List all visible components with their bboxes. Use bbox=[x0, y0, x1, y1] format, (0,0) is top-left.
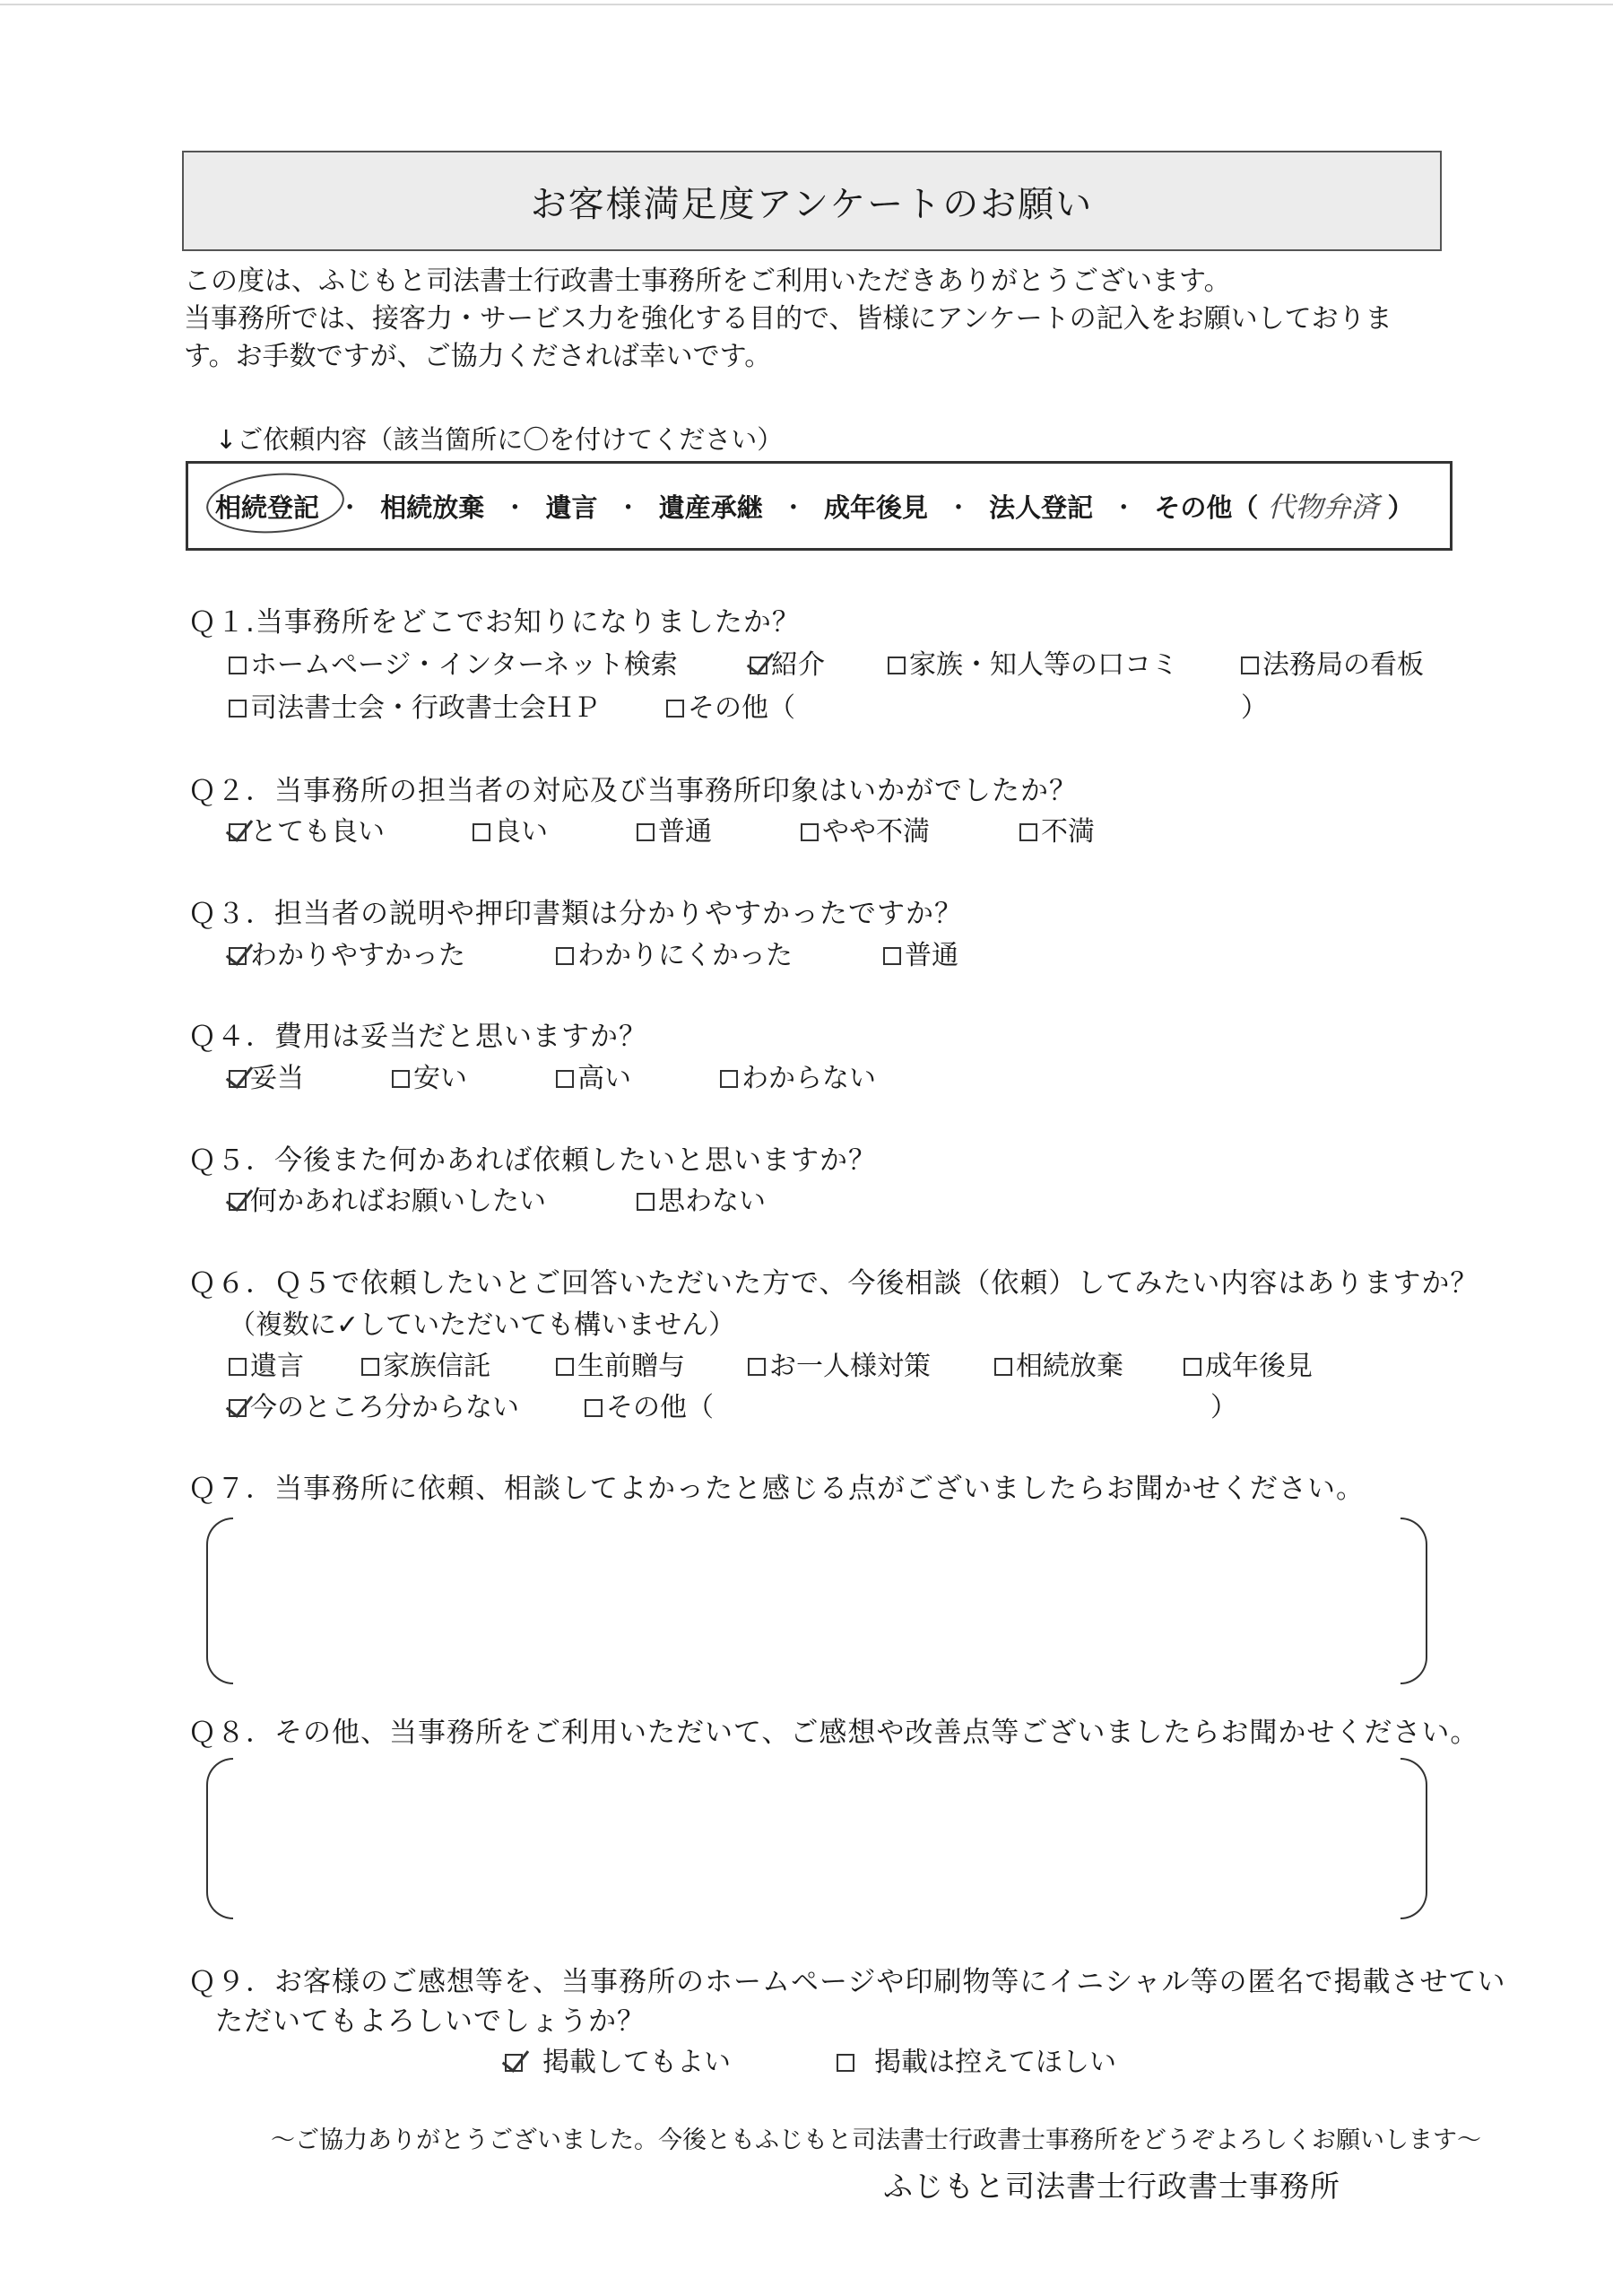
checkbox-checked[interactable] bbox=[750, 657, 767, 674]
option-label: 司法書士会・行政書士会ＨＰ bbox=[250, 692, 600, 724]
checkbox[interactable] bbox=[1184, 1358, 1201, 1376]
option-label: 良い bbox=[494, 816, 548, 848]
checkbox[interactable] bbox=[556, 947, 574, 965]
checkbox[interactable] bbox=[229, 1358, 247, 1376]
q3-option-clear[interactable] bbox=[229, 933, 465, 972]
q5-option-yes[interactable] bbox=[229, 1178, 546, 1218]
checkbox[interactable] bbox=[720, 1070, 738, 1088]
q1-question: Ｑ１.当事務所をどこでお知りになりましたか？ bbox=[188, 606, 801, 639]
checkbox[interactable] bbox=[748, 1358, 766, 1376]
intro-line-3: す。お手数ですが、ご協力くだされば幸いです。 bbox=[184, 341, 772, 372]
q2-option-dissatisfied[interactable] bbox=[1019, 809, 1095, 848]
separator: ・ bbox=[780, 492, 807, 523]
option-label: 掲載してもよい bbox=[542, 2047, 731, 2078]
option-label: 成年後見 bbox=[1205, 1351, 1313, 1382]
q8-answer-area[interactable] bbox=[235, 1758, 1399, 1919]
request-item-other[interactable]: その他（ bbox=[1154, 492, 1259, 523]
request-item-inheritance-registration[interactable]: 相続登記 bbox=[215, 492, 320, 523]
checkbox[interactable] bbox=[888, 657, 906, 674]
option-label: 相続放棄 bbox=[1016, 1351, 1123, 1382]
q7-question: Ｑ７．当事務所に依頼、相談してよかったと感じる点がございましたらお聞かせください。 bbox=[188, 1473, 1365, 1505]
request-item-estate-succession[interactable]: 遺産承継 bbox=[658, 492, 763, 523]
q7-answer-bracket-left bbox=[206, 1518, 233, 1684]
q1-option-web[interactable] bbox=[229, 642, 678, 682]
q2-option-somewhat-dissatisfied[interactable] bbox=[801, 809, 930, 848]
checkbox-checked[interactable] bbox=[229, 1070, 247, 1088]
q6-option-will[interactable] bbox=[229, 1344, 304, 1383]
q7-answer-area[interactable] bbox=[235, 1518, 1399, 1684]
checkbox[interactable] bbox=[1019, 823, 1037, 841]
checkbox[interactable] bbox=[392, 1070, 410, 1088]
q4-option-unknown[interactable] bbox=[720, 1056, 876, 1095]
q2-option-very-good[interactable] bbox=[229, 809, 385, 848]
q9-option-decline[interactable] bbox=[837, 2039, 1116, 2079]
request-item-will[interactable]: 遺言 bbox=[545, 492, 598, 523]
option-label: 家族・知人等の口コミ bbox=[909, 649, 1178, 681]
checkbox[interactable] bbox=[473, 823, 490, 841]
checkbox[interactable] bbox=[229, 657, 247, 674]
q6-option-family-trust[interactable] bbox=[361, 1344, 490, 1383]
survey-title-box bbox=[182, 151, 1442, 251]
q8-answer-bracket-left bbox=[206, 1758, 233, 1919]
checkbox[interactable] bbox=[585, 1399, 603, 1417]
q5-option-no[interactable] bbox=[637, 1178, 766, 1218]
q6-option-guardianship[interactable] bbox=[1184, 1344, 1313, 1383]
separator: ・ bbox=[945, 492, 972, 523]
request-item-corporate-registration[interactable]: 法人登記 bbox=[989, 492, 1094, 523]
q1-option-signboard[interactable] bbox=[1241, 642, 1424, 682]
option-label: 普通 bbox=[658, 816, 712, 848]
checkbox[interactable] bbox=[637, 1193, 655, 1211]
checkbox[interactable] bbox=[361, 1358, 379, 1376]
q4-option-cheap[interactable] bbox=[392, 1056, 467, 1095]
option-label: 生前贈与 bbox=[577, 1351, 685, 1382]
q4-option-expensive[interactable] bbox=[556, 1056, 631, 1095]
q3-question: Ｑ３．担当者の説明や押印書類は分かりやすかったですか？ bbox=[188, 898, 963, 930]
option-label: とても良い bbox=[250, 816, 385, 848]
checkbox[interactable] bbox=[801, 823, 819, 841]
checkbox[interactable] bbox=[837, 2054, 854, 2072]
q9-question-line-1: Ｑ９．お客様のご感想等を、当事務所のホームページや印刷物等にイニシャル等の匿名で掲載させてい bbox=[188, 1966, 1506, 1998]
checkbox-checked[interactable] bbox=[505, 2054, 523, 2072]
footer-thanks: ～ご協力ありがとうございました。今後ともふじもと司法書士行政書士事務所をどうぞよろしくお願いします～ bbox=[271, 2126, 1481, 2154]
q4-option-reasonable[interactable] bbox=[229, 1056, 304, 1095]
option-label: わからない bbox=[741, 1063, 876, 1094]
option-label: 法務局の看板 bbox=[1262, 649, 1424, 681]
intro-line-2: 当事務所では、接客力・サービス力を強化する目的で、皆様にアンケートの記入をお願いしておりま bbox=[184, 303, 1392, 335]
q2-option-good[interactable] bbox=[473, 809, 548, 848]
checkbox-checked[interactable] bbox=[229, 1399, 247, 1417]
checkbox-checked[interactable] bbox=[229, 823, 247, 841]
checkbox-checked[interactable] bbox=[229, 947, 247, 965]
request-other-close: ） bbox=[1387, 492, 1414, 523]
option-label: わかりやすかった bbox=[250, 940, 465, 971]
request-other-handwritten[interactable]: 代物弁済 bbox=[1267, 491, 1379, 524]
request-items bbox=[215, 484, 1414, 525]
option-label: 普通 bbox=[905, 940, 958, 971]
q3-option-unclear[interactable] bbox=[556, 933, 793, 972]
option-label: お一人様対策 bbox=[769, 1351, 931, 1382]
q6-option-renunciation[interactable] bbox=[994, 1344, 1123, 1383]
q1-option-association-hp[interactable] bbox=[229, 685, 600, 725]
q5-question: Ｑ５．今後また何かあれば依頼したいと思いますか？ bbox=[188, 1144, 877, 1177]
scan-edge-line bbox=[0, 4, 1613, 5]
checkbox[interactable] bbox=[1241, 657, 1259, 674]
option-label: その他（ bbox=[606, 1392, 714, 1423]
q6-other-close: ） bbox=[1210, 1392, 1237, 1423]
q6-option-gift[interactable] bbox=[556, 1344, 685, 1383]
q8-question: Ｑ８．その他、当事務所をご利用いただいて、ご感想や改善点等ございましたらお聞かせください。 bbox=[188, 1717, 1479, 1749]
q8-answer-bracket-right bbox=[1401, 1758, 1427, 1919]
q1-other-close: ） bbox=[1241, 692, 1268, 724]
option-label: 家族信託 bbox=[383, 1351, 490, 1382]
checkbox[interactable] bbox=[556, 1070, 574, 1088]
checkbox[interactable] bbox=[883, 947, 901, 965]
q6-option-unknown[interactable] bbox=[229, 1385, 519, 1424]
q2-option-normal[interactable] bbox=[637, 809, 712, 848]
checkbox[interactable] bbox=[637, 823, 655, 841]
option-label: わかりにくかった bbox=[577, 940, 793, 971]
separator: ・ bbox=[336, 492, 363, 523]
survey-title: お客様満足度アンケートのお願い bbox=[530, 183, 1094, 225]
option-label: 不満 bbox=[1041, 816, 1095, 848]
separator: ・ bbox=[1110, 492, 1137, 523]
q7-answer-bracket-right bbox=[1401, 1518, 1427, 1684]
q9-question-line-2: ただいてもよろしいでしょうか？ bbox=[215, 2005, 646, 2038]
separator: ・ bbox=[501, 492, 528, 523]
q6-note: （複数に✓していただいても構いません） bbox=[229, 1309, 736, 1341]
checkbox[interactable] bbox=[229, 700, 247, 718]
option-label: 紹介 bbox=[771, 649, 825, 681]
option-label: 妥当 bbox=[250, 1063, 304, 1094]
q3-option-normal[interactable] bbox=[883, 933, 958, 972]
option-label: 遺言 bbox=[250, 1351, 304, 1382]
q1-option-other[interactable] bbox=[666, 685, 795, 725]
option-label: 掲載は控えてほしい bbox=[874, 2047, 1116, 2078]
option-label: 思わない bbox=[658, 1186, 766, 1217]
q1-option-word-of-mouth[interactable] bbox=[888, 642, 1178, 682]
q9-option-allow[interactable] bbox=[505, 2039, 731, 2079]
checkbox-checked[interactable] bbox=[229, 1193, 247, 1211]
q6-option-single-person[interactable] bbox=[748, 1344, 931, 1383]
intro-line-1: この度は、ふじもと司法書士行政書士事務所をご利用いただきありがとうございます。 bbox=[184, 265, 1231, 297]
request-label: ↓ご依頼内容（該当箇所に〇を付けてください） bbox=[215, 424, 784, 455]
option-label: 高い bbox=[577, 1063, 631, 1094]
option-label: 何かあればお願いしたい bbox=[250, 1186, 546, 1217]
option-label: ホームページ・インターネット検索 bbox=[250, 649, 678, 681]
q6-option-other[interactable] bbox=[585, 1385, 714, 1424]
q4-question: Ｑ４．費用は妥当だと思いますか？ bbox=[188, 1021, 647, 1053]
q2-question: Ｑ２．当事務所の担当者の対応及び当事務所印象はいかがでしたか？ bbox=[188, 775, 1078, 807]
office-name: ふじもと司法書士行政書士事務所 bbox=[883, 2169, 1340, 2204]
q6-question: Ｑ６．Ｑ５で依頼したいとご回答いただいた方で、今後相談（依頼）してみたい内容はありますか？ bbox=[188, 1267, 1479, 1300]
option-label: 今のところ分からない bbox=[250, 1392, 519, 1423]
checkbox[interactable] bbox=[994, 1358, 1012, 1376]
option-label: やや不満 bbox=[822, 816, 930, 848]
q1-option-referral[interactable] bbox=[750, 642, 825, 682]
option-label: 安い bbox=[413, 1063, 467, 1094]
request-item-guardianship[interactable]: 成年後見 bbox=[823, 492, 928, 523]
checkbox[interactable] bbox=[666, 700, 684, 718]
separator: ・ bbox=[615, 492, 642, 523]
request-item-renunciation[interactable]: 相続放棄 bbox=[380, 492, 485, 523]
option-label: その他（ bbox=[688, 692, 795, 724]
checkbox[interactable] bbox=[556, 1358, 574, 1376]
